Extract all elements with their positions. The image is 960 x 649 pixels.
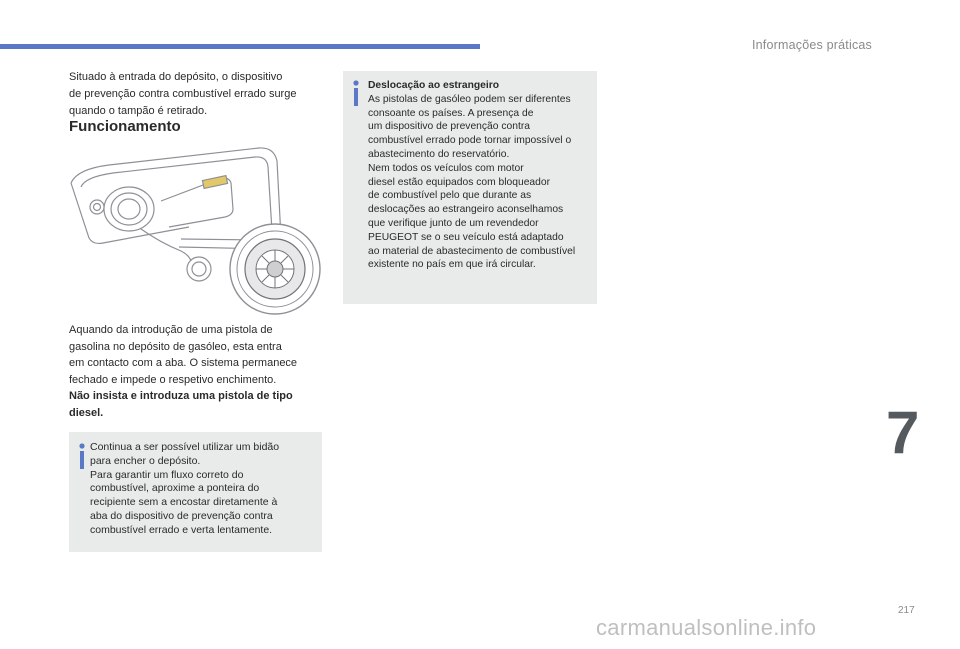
info-line: Nem todos os veículos com motor bbox=[368, 162, 524, 174]
section-heading: Funcionamento bbox=[69, 118, 181, 135]
info-line: existente no país em que irá circular. bbox=[368, 259, 536, 271]
fuel-filler-illustration bbox=[69, 143, 327, 318]
info-line: um dispositivo de prevenção contra bbox=[368, 121, 530, 133]
operation-paragraph bbox=[69, 322, 339, 421]
info-line: As pistolas de gasóleo podem ser diferentes bbox=[368, 93, 571, 105]
info-line: combustível errado e verta lentamente. bbox=[90, 523, 273, 536]
intro-line: Situado à entrada do depósito, o dispositivo bbox=[69, 71, 283, 83]
warning-line: Não insista e introduza uma pistola de tipo bbox=[69, 390, 293, 402]
intro-text bbox=[69, 69, 329, 120]
info-line: de combustível pelo que durante as bbox=[368, 190, 532, 202]
info-line: para encher o depósito. bbox=[90, 454, 201, 467]
info-line: combustível errado pode tornar impossível o bbox=[368, 135, 572, 147]
warning-line: diesel. bbox=[69, 406, 104, 419]
info-box-text bbox=[368, 79, 596, 272]
paragraph-line: em contacto com a aba. O sistema permanece bbox=[69, 357, 298, 369]
header-accent-bar bbox=[0, 44, 480, 49]
info-line: aba do dispositivo de prevenção contra bbox=[90, 509, 273, 522]
info-line: combustível, aproxime a ponteira do bbox=[90, 482, 260, 495]
paragraph-line: fechado e impede o respetivo enchimento. bbox=[69, 373, 277, 386]
info-icon bbox=[351, 79, 367, 107]
page-number: 217 bbox=[898, 605, 915, 616]
info-line: que verifique junto de um revendedor bbox=[368, 217, 539, 229]
info-line: consoante os países. A presença de bbox=[368, 107, 534, 119]
info-line: ao material de abastecimento de combustível bbox=[368, 245, 576, 257]
info-line: Continua a ser possível utilizar um bidão bbox=[90, 441, 280, 453]
info-box-abroad bbox=[343, 71, 597, 304]
paragraph-line: gasolina no depósito de gasóleo, esta entra bbox=[69, 340, 282, 353]
paragraph-line: Aquando da introdução de uma pistola de bbox=[69, 324, 273, 336]
info-line: Para garantir um fluxo correto do bbox=[90, 468, 244, 481]
watermark: carmanualsonline.info bbox=[596, 615, 817, 640]
info-box-title: Deslocação ao estrangeiro bbox=[368, 80, 500, 91]
section-title: Informações práticas bbox=[751, 38, 872, 52]
intro-line: de prevenção contra combustível errado surge bbox=[69, 88, 297, 100]
info-line: diesel estão equipados com bloqueador bbox=[368, 176, 551, 188]
intro-line: quando o tampão é retirado. bbox=[69, 105, 208, 117]
info-line: PEUGEOT se o seu veículo está adaptado bbox=[368, 231, 564, 243]
info-box-text bbox=[90, 441, 315, 538]
info-line: deslocações ao estrangeiro aconselhamos bbox=[368, 204, 564, 216]
chapter-number: 7 bbox=[886, 399, 920, 466]
info-line: recipiente sem a encostar diretamente à bbox=[90, 496, 278, 509]
info-box-jerrycan bbox=[69, 432, 322, 552]
info-line: abastecimento do reservatório. bbox=[368, 148, 510, 160]
